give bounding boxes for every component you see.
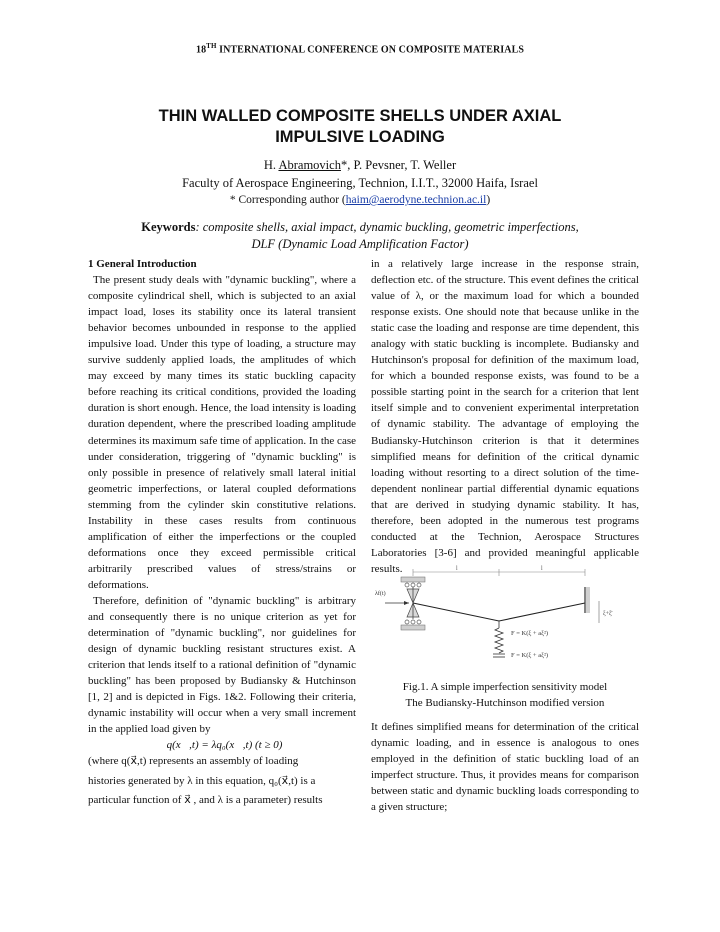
- right-paragraph-1: in a relatively large increase in the response strain, deflection etc. of the structure. This event defines the critical value of λ, or the maximum load for which a bounded response exists. One should note that because unlike in the static case the loading and response are time dependent, this analogy with static buckling is incomplete. Budiansky and Hutchinson's proposal for definition of the maximum load, for which a bounded response exists, was found to be a possible starting point in the search for a criterion that lent itself simple and to convenient experimental interpretation of dynamic stability. The advantage of employing the Budiansky-Hutchinson criterion is that it determines simplified means for definition of the critical dynamic loading without resorting to a direct solution of the time-dependent nonlinear partial differential dynamic equations that are derived in studying dynamic stability. It has, therefore, been adopted in the numerous test programs conducted at the Technion, Aerospace Structures Laboratories [3-6] and provided meaningful applicable results.: [371, 258, 639, 575]
- spring-law-lower: F = K(ξ + aξ²): [511, 652, 549, 659]
- conference-name: INTERNATIONAL CONFERENCE ON COMPOSITE MATERIALS: [216, 44, 525, 56]
- corresponding-prefix: * Corresponding author (: [229, 194, 346, 206]
- section-title: 1 General Introduction: [88, 258, 197, 270]
- conference-header: [0, 42, 720, 55]
- keywords-line-1: : composite shells, axial impact, dynamic buckling, geometric imperfections,: [195, 220, 579, 234]
- displacement-label: ξ+ξ̄: [603, 611, 612, 617]
- caption-line-2: The Budiansky-Hutchinson modified version: [405, 697, 605, 709]
- keywords-line-2: DLF (Dynamic Load Amplification Factor): [251, 237, 469, 251]
- author-initial: H.: [263, 158, 279, 172]
- keywords-block: [100, 219, 620, 253]
- imperfection-model-diagram: [371, 565, 639, 680]
- right-wall-support: [585, 587, 590, 613]
- caption-line-1: Fig.1. A simple imperfection sensitivity model: [402, 681, 608, 693]
- equation-explanation-line-2: histories generated by λ in this equation, q₀(x⃗,t) is a: [88, 774, 316, 787]
- load-equation: q(x⃗,t) = λq₀(x⃗,t) (t ≥ 0): [166, 739, 283, 752]
- intro-paragraph-2: Therefore, definition of "dynamic buckling" is arbitrary and consequently there is no unique criterion as yet for determination of "dynamic buckling", nor guidelines for design of dynamic buckling resistant structures exist. A criterion that lends itself to a rational definition of "dynamic buckling" has been proposed by Budiansky & Hutchinson [1, 2] and is depicted in Figs. 1&2. Following their criteria, dynamic instability will occur when a very small increment in the applied load given by: [88, 594, 356, 736]
- right-column: [371, 256, 639, 577]
- load-arrow: [385, 601, 409, 605]
- keywords-label: Keywords: [141, 220, 196, 234]
- corresponding-suffix: ): [486, 194, 491, 206]
- left-column: [88, 256, 356, 808]
- author-email-link[interactable]: haim@aerodyne.technion.ac.il: [345, 194, 487, 206]
- load-label: λf(t): [375, 591, 386, 597]
- paper-title: [0, 106, 720, 148]
- length-label-1: l: [456, 566, 458, 572]
- conference-number: 18: [195, 44, 207, 56]
- affiliation: Faculty of Aerospace Engineering, Technion, I.I.T., 32000 Haifa, Israel: [182, 176, 538, 190]
- imperfect-bar: [413, 603, 585, 621]
- figure-1-caption: [371, 679, 639, 711]
- first-author-name: Abramovich: [278, 158, 341, 172]
- top-hinge-support: [401, 577, 425, 587]
- author-list: [0, 158, 720, 173]
- conference-number-suffix: TH: [206, 42, 217, 50]
- equation-explanation-line-3: particular function of x⃗ , and λ is a parameter) results: [88, 793, 323, 806]
- title-line-2: IMPULSIVE LOADING: [275, 128, 445, 146]
- intro-paragraph-1: The present study deals with "dynamic buckling", where a composite cylindrical shell, which is subjected to an axial impact load, loses its stability once its lateral transient behavior becomes unbounded in response to the applied impulsive load. Under this type of loading, a structure may survive suddenly applied loads, the amplitudes of which may exceed by many times its static buckling capacity before reaching its critical conditions, provided the loading duration is short enough. Hence, the load intensity is loading duration dependent, where the prescribed loading amplitude determines its maximum safe time of application. In the case under consideration, triggering of "dynamic buckling" is only possible in presence of relatively small lateral initial geometric imperfections, or lateral coupled deformations stemming from the cylinder skin constitutive relations. Instability in these cases results from continuous amplification of either the imperfections or the coupled deformations once they exceed permissible critical arbitrarily prescribed values of stress/strains or deformations.: [88, 274, 356, 591]
- right-paragraph-2-block: [371, 719, 639, 815]
- bottom-hinge-support: [401, 620, 425, 630]
- equation-explanation-line-1: (where q(x⃗,t) represents an assembly of loading: [88, 755, 299, 768]
- title-line-1: THIN WALLED COMPOSITE SHELLS UNDER AXIAL: [158, 107, 562, 125]
- corresponding-author: [0, 194, 720, 206]
- nonlinear-spring: [495, 628, 503, 653]
- spring-law-upper: F = K(ξ + aξ²): [511, 630, 549, 637]
- length-label-2: l: [541, 566, 543, 572]
- other-authors: *, P. Pevsner, T. Weller: [340, 158, 457, 172]
- right-paragraph-2: It defines simplified means for determination of the critical dynamic loading, and in essence is analogous to ones employed in the definition of static buckling load of an imperfect structure. Thus, it provides means for comparison between static and dynamic buckling loads corresponding to a given structure;: [371, 721, 639, 814]
- figure-1-imperfection-model: [371, 565, 639, 680]
